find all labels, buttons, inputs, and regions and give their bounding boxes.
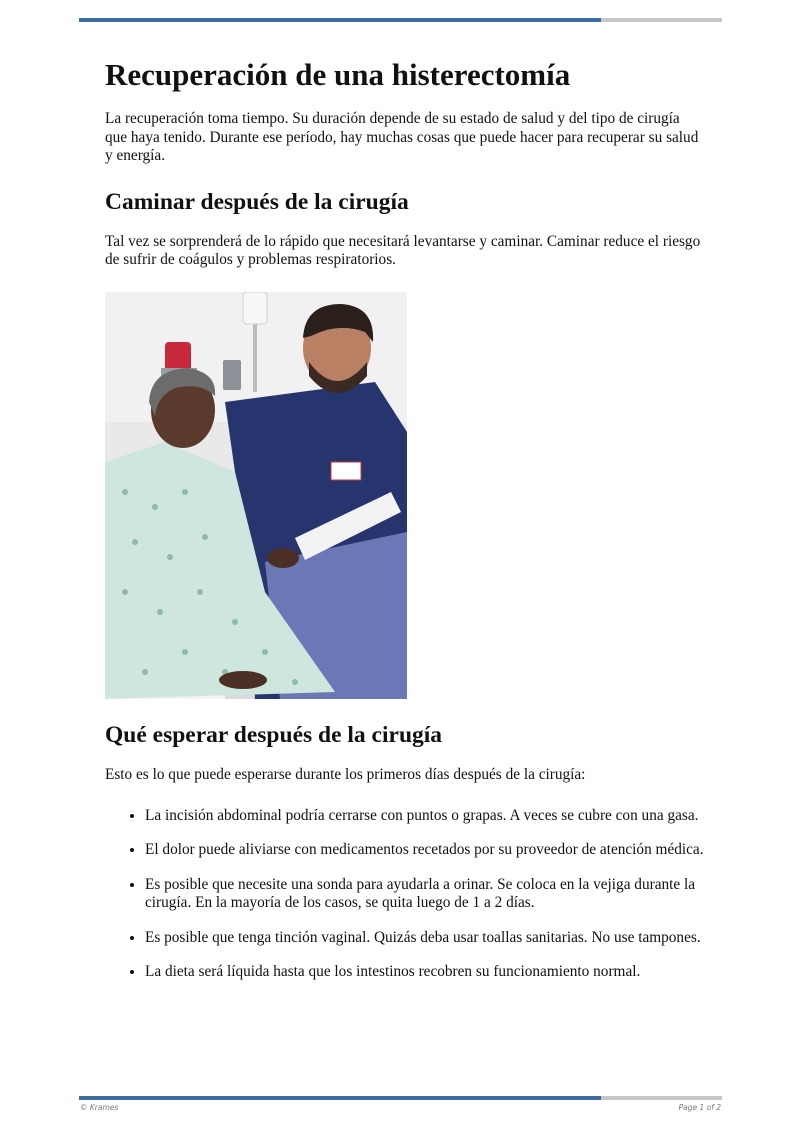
expectations-list: [105, 807, 705, 982]
top-rule-accent: [79, 18, 601, 22]
bottom-rule: [79, 1096, 722, 1100]
page-number: Page 1 of 2: [678, 1103, 721, 1112]
document-body: [105, 56, 705, 998]
list-item: • El dolor puede aliviarse con medicamentos recetados por su proveedor de atención médica.: [145, 841, 705, 860]
page-title: Recuperación de una histerectomía: [105, 57, 571, 92]
patient-nurse-photo: [105, 292, 407, 699]
bottom-rule-secondary: [601, 1096, 722, 1100]
list-item: • Es posible que necesite una sonda para ayudarla a orinar. Se coloca en la vejiga durante la cirugía. En la mayoría de los casos, se quita luego de 1 a 2 días.: [145, 876, 705, 913]
top-rule-secondary: [601, 18, 722, 22]
list-item: • La incisión abdominal podría cerrarse con puntos o grapas. A veces se cubre con una gasa.: [145, 807, 705, 826]
walking-paragraph: Tal vez se sorprenderá de lo rápido que necesitará levantarse y caminar. Caminar reduce el riesgo de sufrir de coágulos y problemas respiratorios.: [105, 232, 701, 269]
section-heading-expectations: Qué esperar después de la cirugía: [105, 721, 443, 748]
intro-paragraph: La recuperación toma tiempo. Su duración depende de su estado de salud y del tipo de cirugía que haya tenido. Durante ese período, hay muchas cosas que puede hacer para recuperar su salud y energía.: [105, 110, 699, 165]
list-item: • La dieta será líquida hasta que los intestinos recobren su funcionamiento normal.: [145, 963, 705, 982]
list-item: • Es posible que tenga tinción vaginal. Quizás deba usar toallas sanitarias. No use tampones.: [145, 929, 705, 948]
top-rule: [79, 18, 722, 22]
section-heading-walking: Caminar después de la cirugía: [105, 188, 409, 215]
copyright-footer: © Krames: [80, 1103, 119, 1112]
expectations-intro: Esto es lo que puede esperarse durante los primeros días después de la cirugía:: [105, 766, 586, 784]
bottom-rule-accent: [79, 1096, 601, 1100]
